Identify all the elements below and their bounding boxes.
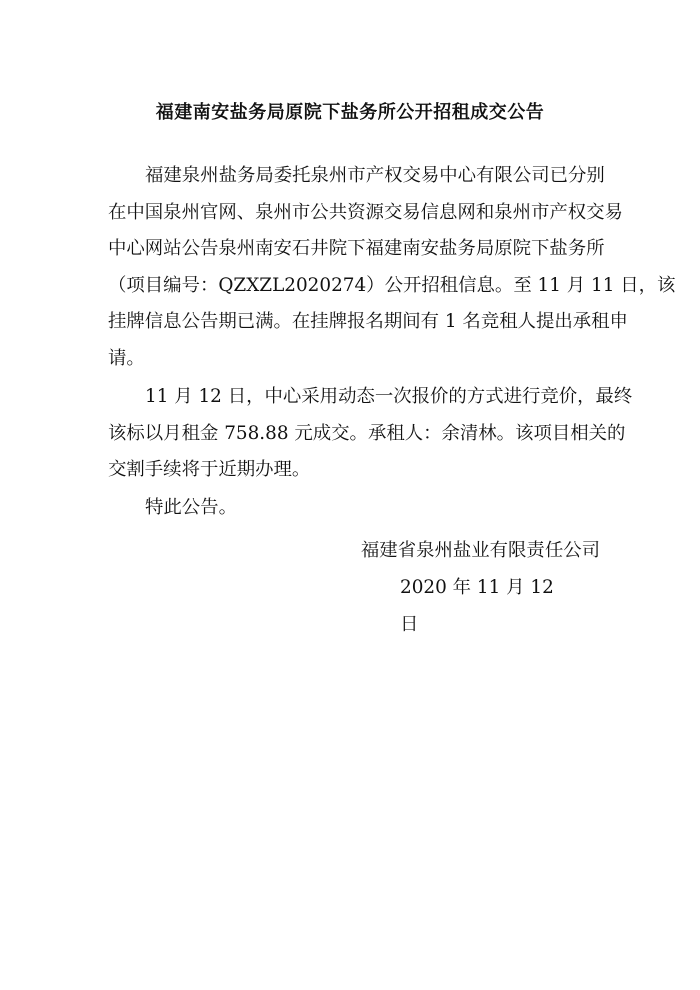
paragraph-closing <box>108 490 604 527</box>
paragraph-result <box>108 379 633 489</box>
text-line: 交割手续将于近期办理。 <box>108 459 311 480</box>
text-line: 福建泉州盐务局委托泉州市产权交易中心有限公司已分别 <box>145 165 605 186</box>
signature-date: 2020 年 11 月 12 日 <box>400 577 554 635</box>
text-line: （项目编号：QZXZL2020274）公开招租信息。至 11 月 11 日，该 <box>108 274 676 296</box>
signature-organization: 福建省泉州盐业有限责任公司 <box>360 540 600 561</box>
paragraph-announcement <box>108 158 676 377</box>
document-title: 福建南安盐务局原院下盐务所公开招租成交公告 <box>155 102 545 123</box>
text-line: 中心网站公告泉州南安石井院下福建南安盐务局原院下盐务所 <box>108 238 605 259</box>
text-line: 挂牌信息公告期已满。在挂牌报名期间有 1 名竞租人提出承租申 <box>108 311 628 332</box>
text-line: 请。 <box>108 347 145 369</box>
text-line: 在中国泉州官网、泉州市公共资源交易信息网和泉州市产权交易 <box>108 201 623 223</box>
text-line: 11 月 12 日，中心采用动态一次报价的方式进行竞价，最终 <box>145 386 633 407</box>
closing-text: 特此公告。 <box>145 497 237 518</box>
text-line: 该标以月租金 758.88 元成交。承租人：余清林。该项目相关的 <box>108 422 626 444</box>
